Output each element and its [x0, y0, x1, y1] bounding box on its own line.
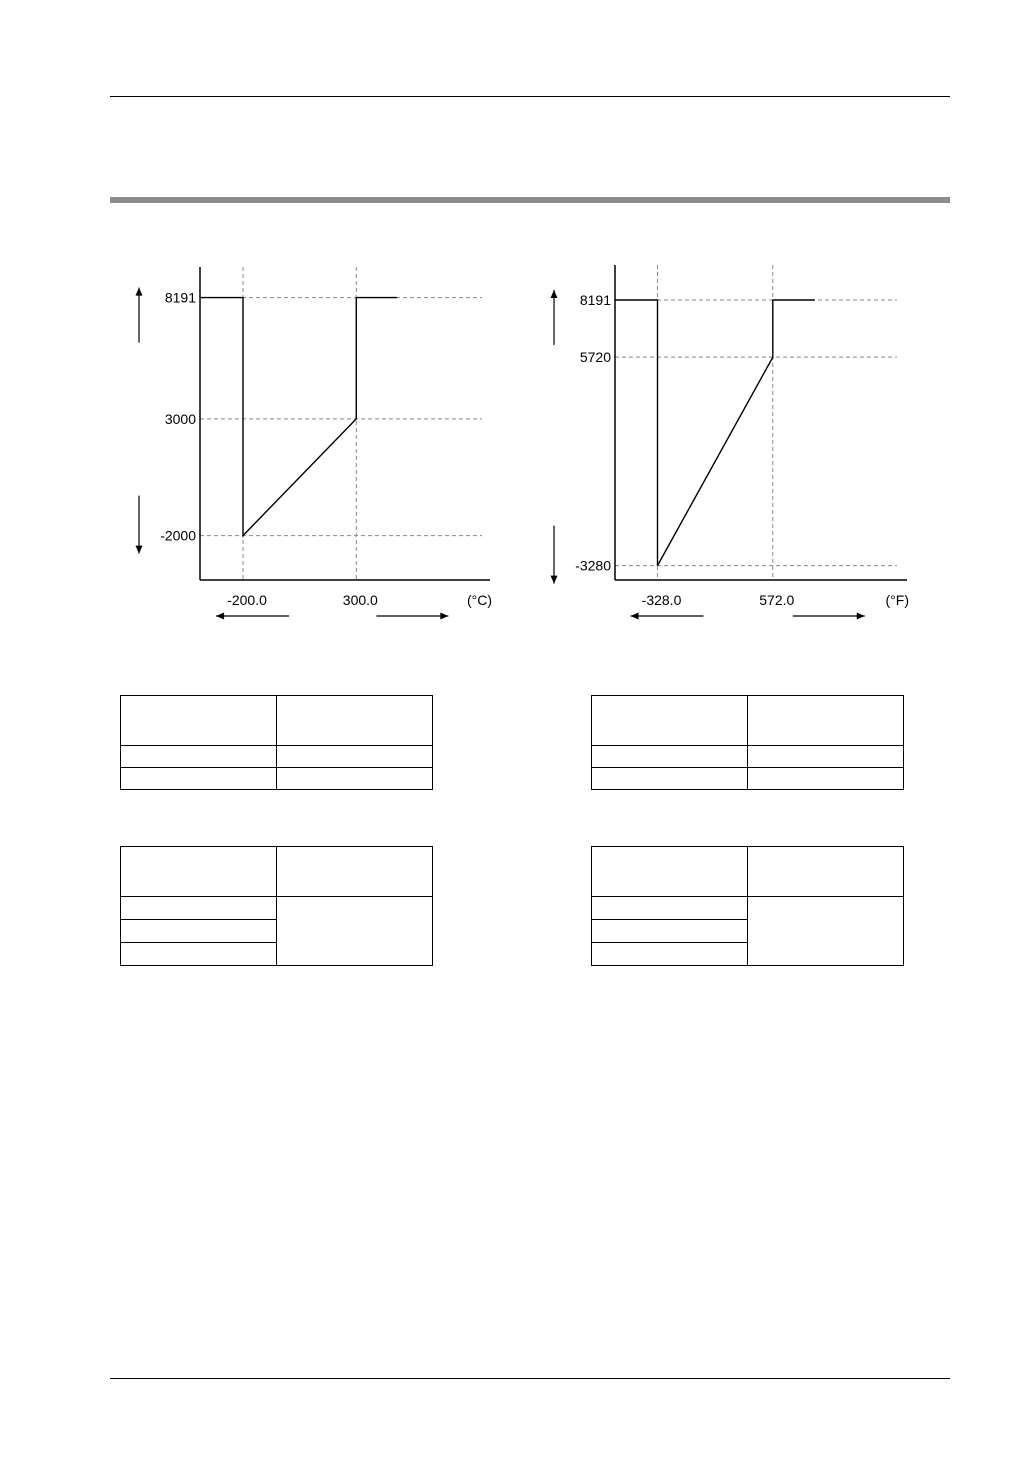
y-tick-label: -2000	[160, 527, 196, 544]
table-cell	[592, 696, 748, 746]
table-cell	[592, 920, 748, 943]
table-cell	[277, 696, 433, 746]
table-cell	[121, 920, 277, 943]
table-cell	[592, 847, 748, 897]
y-tick-label: 8191	[579, 291, 611, 308]
down-arrow	[136, 496, 143, 554]
table-cell	[121, 746, 277, 768]
table-cell	[748, 746, 904, 768]
left-arrow	[631, 613, 704, 620]
table-cell	[748, 847, 904, 897]
table-cell	[592, 768, 748, 790]
table-cell	[277, 746, 433, 768]
table-cell	[121, 768, 277, 790]
table-cell	[121, 696, 277, 746]
y-tick-label: -3280	[575, 557, 611, 574]
series-line	[200, 298, 397, 536]
table-cell	[121, 897, 277, 920]
right-arrow	[793, 613, 865, 620]
y-tick-label: 8191	[164, 289, 196, 306]
x-tick-label: 300.0	[342, 592, 378, 608]
table-cell-merged	[748, 897, 904, 966]
table-cell	[121, 943, 277, 966]
spec-table-top-right	[591, 695, 904, 790]
x-tick-label: 572.0	[759, 592, 795, 608]
table-cell	[748, 696, 904, 746]
footer-rule	[110, 1378, 950, 1379]
section-divider	[110, 197, 950, 203]
left-arrow	[216, 613, 289, 620]
x-axis-label: (°C)	[466, 592, 492, 608]
table-cell	[121, 847, 277, 897]
celsius-conversion-chart	[130, 255, 510, 630]
table-cell	[748, 768, 904, 790]
table-cell	[592, 897, 748, 920]
series-line	[615, 300, 815, 566]
right-arrow	[376, 613, 448, 620]
spec-table-top-left	[120, 695, 433, 790]
down-arrow	[551, 526, 558, 584]
table-cell	[592, 746, 748, 768]
table-cell-merged	[277, 897, 433, 966]
y-tick-label: 3000	[164, 410, 196, 427]
fahrenheit-conversion-chart	[545, 255, 925, 630]
x-tick-label: -328.0	[641, 592, 682, 608]
x-tick-label: -200.0	[227, 592, 267, 608]
spec-table-bottom-right	[591, 846, 904, 966]
table-cell	[592, 943, 748, 966]
header-rule	[110, 96, 950, 97]
spec-table-bottom-left	[120, 846, 433, 966]
y-tick-label: 5720	[579, 349, 611, 366]
x-axis-label: (°F)	[885, 592, 909, 608]
table-cell	[277, 768, 433, 790]
up-arrow	[136, 288, 143, 343]
table-cell	[277, 847, 433, 897]
up-arrow	[551, 290, 558, 345]
